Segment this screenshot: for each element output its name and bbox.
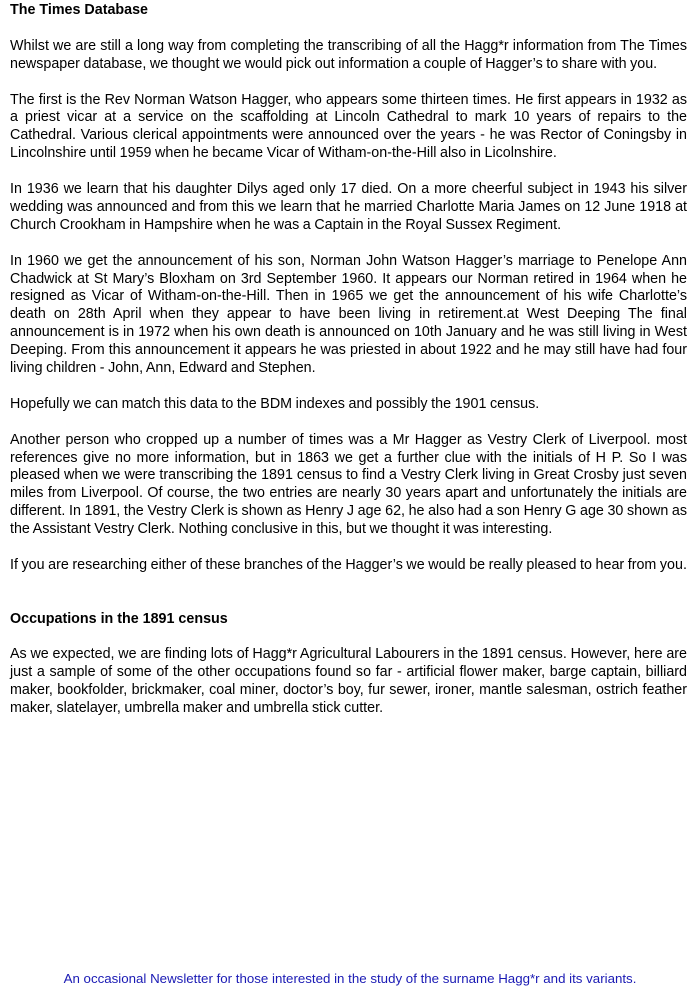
paragraph-contact-request: If you are researching either of these branches of the Hagger’s we would be really pleased to hear from you. (10, 556, 687, 573)
paragraph-bdm-indexes: Hopefully we can match this data to the BDM indexes and possibly the 1901 census. (10, 395, 540, 412)
newsletter-footer: An occasional Newsletter for those interested in the study of the surname Hagg*r and its variants. (63, 971, 637, 986)
paragraph-occupations-list: As we expected, we are finding lots of Hagg*r Agricultural Labourers in the 1891 census. However, here are just a sample of some of the other occupations found so far - artificial flower maker, barge captain, billiard maker, bookfolder, brickmaker, coal miner, doctor’s boy, fur sewer, ironer, mantle salesman, ostrich feather maker, slatelayer, umbrella maker and umbrella stick cutter. (10, 646, 687, 717)
section-heading-occupations: Occupations in the 1891 census (10, 610, 228, 627)
paragraph-dilys-and-wedding: In 1936 we learn that his daughter Dilys aged only 17 died. On a more cheerful subject in 1943 his silver wedding was announced and from this we learn that he married Charlotte Maria James on 12 June 1918 at Church Crookham in Hampshire when he was a Captain in the Royal Sussex Regiment. (10, 181, 687, 233)
section-heading-times-database: The Times Database (10, 2, 148, 18)
paragraph-intro: Whilst we are still a long way from completing the transcribing of all the Hagg*r information from The Times newspaper database, we thought we would pick out information a couple of Hagger’s to share with you. (10, 37, 687, 72)
paragraph-norman-watson-hagger: The first is the Rev Norman Watson Hagger, who appears some thirteen times. He first appears in 1932 as a priest vicar at a service on the scaffolding at Lincoln Cathedral to mark 10 years of repairs to the Cathedral. Various clerical appointments were announced over the years - he was Rector of Coningsby in Lincolnshire until 1959 when he became Vicar of Witham-on-the-Hill also in Licolnshire. (10, 91, 687, 162)
paragraph-vestry-clerk: Another person who cropped up a number of times was a Mr Hagger as Vestry Clerk of Liverpool. most references give no more information, but in 1863 we get a further clue with the initials of H P. So I was pleased when we were transcribing the 1891 census to find a Vestry Clerk living in Great Crosby just seven miles from Liverpool. Of course, the two entries are nearly 30 years apart and unfortunately the initials are different. In 1891, the Vestry Clerk is shown as Henry J age 62, he also had a son Henry G age 30 shown as the Assistant Vestry Clerk. Nothing conclusive in this, but we thought it was interesting. (10, 431, 687, 538)
newsletter-page (10, 2, 687, 718)
paragraph-son-marriage-and-deaths: In 1960 we get the announcement of his son, Norman John Watson Hagger’s marriage to Penelope Ann Chadwick at St Mary’s Bloxham on 3rd September 1960. It appears our Norman retired in 1964 when he resigned as Vicar of Witham-on-the-Hill. Then in 1965 we get the announcement of his wife Charlotte’s death on 28th April when they appear to have been living in retirement.at West Deeping The final announcement is in 1972 when his own death is announced on 10th January and he was still living in West Deeping. From this announcement it appears he was priested in about 1922 and he may still have had four living children - John, Ann, Edward and Stephen. (10, 252, 687, 377)
